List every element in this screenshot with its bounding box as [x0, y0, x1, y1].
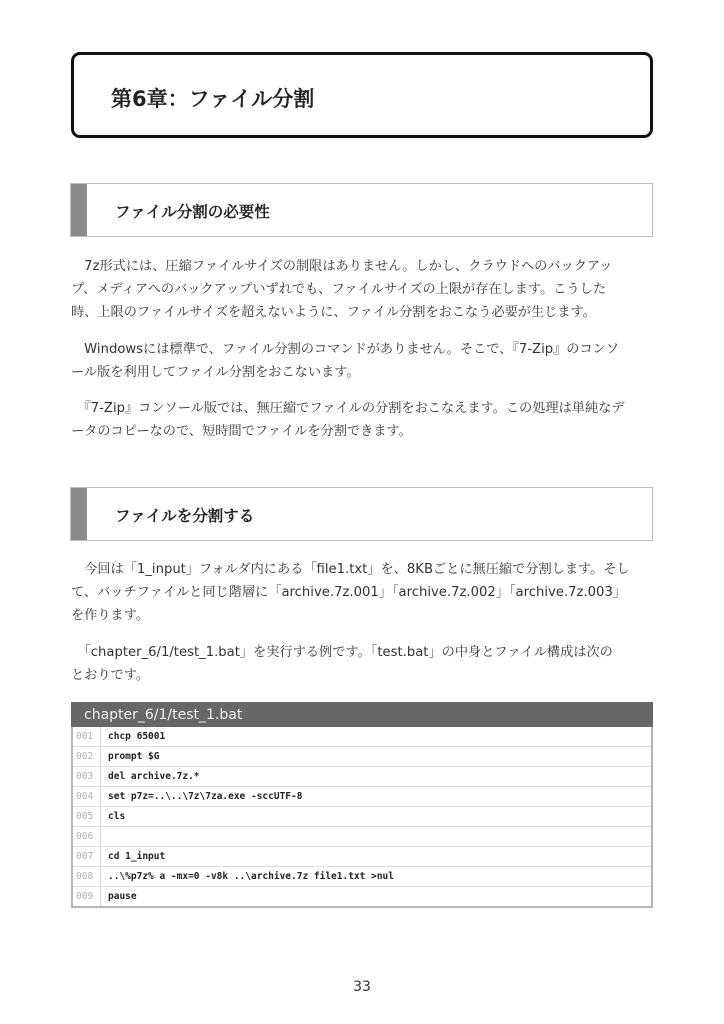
code-line: [73, 807, 651, 827]
text-line: 7z形式には、圧縮ファイルサイズの制限はありません。しかし、クラウドへのバックアッ: [71, 259, 613, 274]
line-code: pause: [108, 891, 137, 902]
line-number: 009: [73, 887, 101, 906]
line-code: del archive.7z.*: [108, 771, 200, 782]
line-number: 007: [73, 847, 101, 866]
line-number: 001: [73, 727, 101, 746]
paragraph: [71, 255, 653, 324]
text-line: 時、上限のファイルサイズを超えないように、ファイル分割をおこなう必要が生じます。: [71, 305, 596, 320]
line-code: chcp 65001: [108, 731, 166, 742]
page-number: 33: [353, 979, 371, 995]
paragraph: [71, 558, 653, 627]
section-heading-split-files: [70, 487, 653, 541]
code-line: [73, 867, 651, 887]
code-line: [73, 847, 651, 867]
section-accent-bar: [71, 184, 87, 236]
text-line: プ、メディアへのバックアップいずれでも、ファイルサイズの上限が存在します。こうした: [71, 282, 607, 297]
paragraph: [71, 641, 653, 687]
line-number: 006: [73, 827, 101, 846]
line-code: set p7z=..\..\7z\7za.exe -sccUTF-8: [108, 791, 303, 802]
text-line: 「chapter_6/1/test_1.bat」を実行する例です。「test.bat」の中身とファイル構成は次の: [71, 645, 613, 660]
text-line: を作ります。: [71, 608, 150, 623]
text-line: ータのコピーなので、短時間でファイルを分割できます。: [71, 424, 412, 439]
text-line: 今回は「1_input」フォルダ内にある「file1.txt」を、8KBごとに無圧縮で分割します。そし: [71, 562, 630, 577]
line-code: ..\%p7z% a -mx=0 -v8k ..\archive.7z file1.txt >nul: [108, 871, 394, 882]
code-line: [73, 787, 651, 807]
line-code: cls: [108, 811, 126, 822]
code-line: [73, 747, 651, 767]
code-line: [73, 767, 651, 787]
text-line: ール版を利用してファイル分割をおこないます。: [71, 365, 360, 380]
code-body: [71, 727, 653, 908]
code-line: [73, 887, 651, 906]
section-accent-bar: [71, 488, 87, 540]
line-code: prompt $G: [108, 751, 160, 762]
line-number: 005: [73, 807, 101, 826]
line-number: 004: [73, 787, 101, 806]
line-number: 002: [73, 747, 101, 766]
line-number: 003: [73, 767, 101, 786]
text-line: て、バッチファイルと同じ階層に「archive.7z.001」「archive.7z.002」「archive.7z.003」: [71, 585, 627, 600]
paragraph: [71, 397, 653, 443]
chapter-title: 第6章：ファイル分割: [111, 87, 315, 111]
paragraph: [71, 338, 653, 384]
text-line: Windowsには標準で、ファイル分割のコマンドがありません。そこで、『7-Zip』のコンソ: [71, 342, 620, 357]
section-title: ファイルを分割する: [115, 507, 255, 525]
section-heading-necessity: [70, 183, 653, 237]
text-line: とおりです。: [71, 668, 150, 683]
code-line: [73, 827, 651, 847]
chapter-heading-box: [71, 52, 653, 138]
code-listing: [71, 702, 653, 908]
line-number: 008: [73, 867, 101, 886]
code-filename-header: chapter_6/1/test_1.bat: [71, 702, 653, 727]
line-code: cd 1_input: [108, 851, 166, 862]
text-line: 『7-Zip』コンソール版では、無圧縮でファイルの分割をおこなえます。この処理は単純なデ: [71, 401, 625, 416]
code-line: [73, 727, 651, 747]
section-title: ファイル分割の必要性: [115, 203, 270, 221]
